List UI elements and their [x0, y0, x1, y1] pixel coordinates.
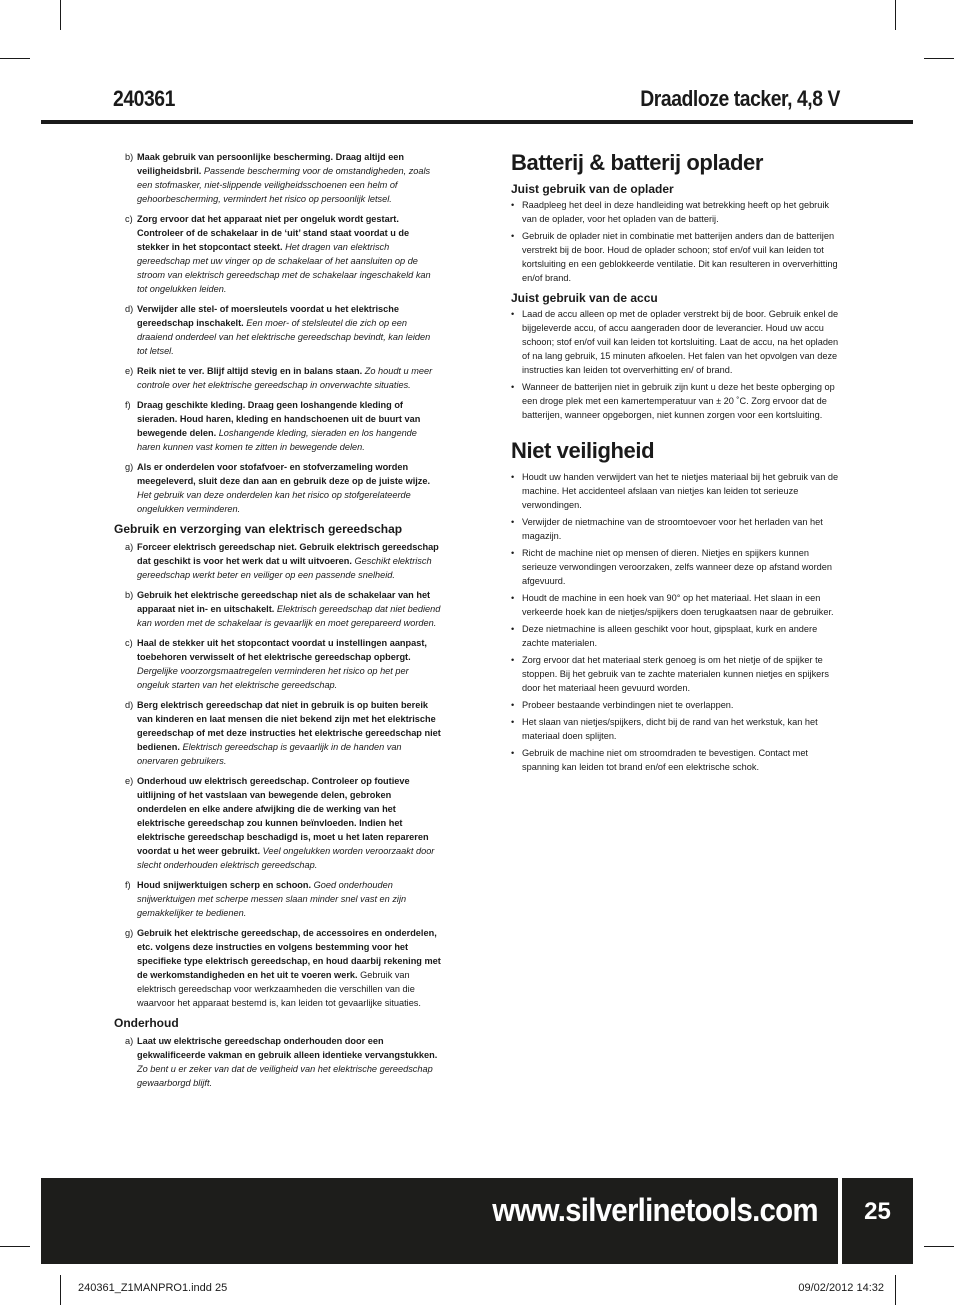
bullet-text: Deze nietmachine is alleen geschikt voor hout, gipsplaat, kurk en andere zachte materialen. [522, 624, 818, 648]
list-item [112, 212, 442, 296]
footer-bar [41, 1178, 838, 1264]
item-label: d) [125, 700, 134, 710]
crop-mark [60, 0, 61, 30]
list-item [112, 302, 442, 358]
item-bold-text: Zorg ervoor dat het apparaat niet per ongeluk wordt gestart. Controleer of de schakelaar in de ‘uit’ stand staat voordat u de stekker in het stopcontact steekt. [137, 214, 410, 252]
left-column [112, 150, 442, 1096]
item-italic-text: Passende bescherming voor de omstandigheden, zoals een stofmasker, niet-slippende veiligheidsschoenen een helm of gehoorbescherming, vermindert het risico op persoonlijk letsel. [137, 166, 431, 204]
bullet-icon: • [511, 309, 515, 319]
page-title: Draadloze tacker, 4,8 V [640, 86, 840, 111]
item-italic-text: Elektrisch gereedschap dat niet bediend kan worden met de schakelaar is gevaarlijk en moet gerepareerd worden. [137, 604, 441, 628]
crop-mark [924, 1246, 954, 1247]
website-link[interactable]: www.silverlinetools.com [492, 1192, 818, 1228]
item-bold-text: Reik niet te ver. Blijf altijd stevig en in balans staan. [137, 366, 363, 376]
item-text: Gebruik van elektrisch gereedschap voor werkzaamheden die verschillen van die waarvoor het apparaat bestemd is, kan leiden tot gevaarlijke situaties. [137, 970, 421, 1008]
bullet-item [511, 307, 843, 377]
item-italic-text: Goed onderhouden snijwerktuigen met scherpe messen slaan minder snel vast en zijn gemakkelijker te bedienen. [137, 880, 407, 918]
bullet-item [511, 698, 843, 712]
bullet-icon: • [511, 624, 515, 634]
item-italic-text: Loshangende kleding, sieraden en los hangende haren kunnen vast komen te zitten in bewegende delen. [137, 428, 417, 452]
bullet-item [511, 591, 843, 619]
crop-mark [924, 58, 954, 59]
section-title: Batterij & batterij oplader [511, 150, 764, 175]
item-italic-text: Een moer- of stelsleutel die zich op een draaiend onderdeel van het elektrische gereedschap bevindt, kan leiden tot letsel. [137, 318, 431, 356]
item-bold-text: Berg elektrisch gereedschap dat niet in gebruik is op buiten bereik van kinderen en laat mensen die niet bekend zijn met het elektrische gereedschap of met deze instructies het elektrische gereedschap niet bedienen. [137, 700, 441, 752]
bullet-text: Gebruik de machine niet om stroomdraden te bevestigen. Contact met spanning kan leiden tot brand en/of een elektrische schok. [522, 748, 808, 772]
bullet-item [511, 515, 843, 543]
item-label: a) [125, 542, 134, 552]
list-item [112, 588, 442, 630]
list-item [112, 540, 442, 582]
item-label: g) [125, 462, 134, 472]
list-item [112, 878, 442, 920]
page-number-box [842, 1178, 913, 1264]
item-italic-text: Zo bent u er zeker van dat de veiligheid van het elektrische gereedschap gewaarborgd blijft. [137, 1064, 433, 1088]
item-italic-text: Geschikt elektrisch gereedschap werkt beter en veiliger op een passende snelheid. [137, 556, 432, 580]
crop-mark [0, 58, 30, 59]
item-italic-text: Elektrisch gereedschap is gevaarlijk in de handen van onervaren gebruikers. [137, 742, 402, 766]
bullet-item [511, 198, 843, 226]
bullet-item [511, 229, 843, 285]
bullet-icon: • [511, 382, 515, 392]
item-bold-text: Haal de stekker uit het stopcontact voordat u instellingen aanpast, toebehoren verwisselt of het elektrische gereedschap opbergt. [137, 638, 427, 662]
bullet-text: Houdt de machine in een hoek van 90° op het materiaal. Het slaan in een verkeerde hoek kan de nietjes/spijkers doen terugkaatsen naar de gebruiker. [522, 593, 834, 617]
item-label: d) [125, 304, 134, 314]
section-heading: Gebruik en verzorging van elektrisch gereedschap [114, 522, 403, 536]
list-item [112, 1034, 442, 1090]
item-label: g) [125, 928, 134, 938]
bullet-text: Verwijder de nietmachine van de stroomtoevoer voor het herladen van het magazijn. [522, 517, 823, 541]
list-item [112, 774, 442, 872]
list-item [112, 926, 442, 1010]
item-label: c) [125, 214, 133, 224]
item-bold-text: Gebruik het elektrische gereedschap, de accessoires en onderdelen, etc. volgens deze instructies en volgens bestemming voor het specifieke type elektrisch gereedschap, en houd daarbij rekening met de werkomstandigheden en het uit te voeren werk. [137, 928, 441, 980]
item-italic-text: Dergelijke voorzorgsmaatregelen verminderen het risico op het per ongeluk starten van het elektrische gereedschap. [137, 666, 409, 690]
bullet-item [511, 622, 843, 650]
item-label: e) [125, 366, 134, 376]
item-label: c) [125, 638, 133, 648]
bullet-text: Houdt uw handen verwijdert van het te nietjes materiaal bij het gebruik van de machine. Het accidenteel afslaan van nietjes kan leiden tot serieuze verwondingen. [522, 472, 839, 510]
item-label: f) [125, 880, 131, 890]
item-italic-text: Veel ongelukken worden veroorzaakt door slecht onderhouden elektrisch gereedschap. [137, 846, 435, 870]
bullet-text: Richt de machine niet op mensen of dieren. Nietjes en spijkers kunnen serieuze verwondingen veroorzaken, zelfs wanneer deze op afstand worden afgevuurd. [522, 548, 833, 586]
list-item [112, 150, 442, 206]
date-slug: 09/02/2012 14:32 [798, 1282, 884, 1294]
bullet-icon: • [511, 200, 515, 210]
item-italic-text: Het gebruik van deze onderdelen kan het risico op stofgerelateerde ongelukken verminderen. [137, 490, 411, 514]
list-item [112, 364, 442, 392]
item-label: a) [125, 1036, 134, 1046]
bullet-text: Probeer bestaande verbindingen niet te overlappen. [522, 700, 734, 710]
item-italic-text: Het dragen van elektrisch gereedschap met uw vinger op de schakelaar of het aansluiten op de stroom van elektrisch gereedschap met de schakelaar ingeschakeld kan tot ongelukken leiden. [137, 242, 431, 294]
bullet-text: Zorg ervoor dat het materiaal sterk genoeg is om het nietje of de spijker te stoppen. Bij het gebruik van te zachte materialen kunnen nietjes en spijkers door het materiaal heen gevuurd worden. [522, 655, 829, 693]
item-label: b) [125, 590, 134, 600]
bullet-item [511, 546, 843, 588]
bullet-icon: • [511, 655, 515, 665]
list-item [112, 698, 442, 768]
header-rule [41, 120, 913, 124]
item-bold-text: Forceer elektrisch gereedschap niet. Gebruik elektrisch gereedschap dat geschikt is voor het werk dat u wilt uitvoeren. [137, 542, 439, 566]
bullet-item [511, 470, 843, 512]
item-bold-text: Gebruik het elektrische gereedschap niet als de schakelaar van het apparaat niet in- en uitschakelt. [137, 590, 431, 614]
bullet-icon: • [511, 231, 515, 241]
bullet-item [511, 653, 843, 695]
item-bold-text: Als er onderdelen voor stofafvoer- en stofverzameling worden meegeleverd, sluit deze dan aan en gebruik deze op de juiste wijze. [137, 462, 431, 486]
bullet-icon: • [511, 717, 515, 727]
item-label: f) [125, 400, 131, 410]
item-italic-text: Zo houdt u meer controle over het elektrische gereedschap in onverwachte situaties. [137, 366, 433, 390]
file-slug: 240361_Z1MANPRO1.indd 25 [78, 1282, 228, 1294]
bullet-item [511, 380, 843, 422]
bullet-text: Wanneer de batterijen niet in gebruik zijn kunt u deze het beste opberging op een droge plek met een kamertemperatuur van ± 20 ˚C. Zorg ervoor dat de batterijen, wanneer opgeborgen, niet kunnen zorgen voor een kortsluiting. [522, 382, 835, 420]
subsection-heading: Juist gebruik van de accu [511, 291, 658, 305]
bullet-icon: • [511, 472, 515, 482]
list-item [112, 460, 442, 516]
bullet-icon: • [511, 700, 515, 710]
crop-mark [895, 0, 896, 30]
crop-mark [895, 1275, 896, 1305]
bullet-item [511, 746, 843, 774]
bullet-text: Raadpleeg het deel in deze handleiding wat betrekking heeft op het gebruik van de oplader, voor het opladen van de batterij. [522, 200, 829, 224]
item-bold-text: Verwijder alle stel- of moersleutels voordat u het elektrische gereedschap inschakelt. [137, 304, 399, 328]
bullet-icon: • [511, 548, 515, 558]
item-label: b) [125, 152, 134, 162]
section-heading: Onderhoud [114, 1016, 179, 1030]
right-column [511, 150, 843, 777]
bullet-icon: • [511, 593, 515, 603]
section-title: Niet veiligheid [511, 438, 655, 463]
bullet-text: Gebruik de oplader niet in combinatie met batterijen anders dan de batterijen verstrekt bij de boor. Houd de oplader schoon; stof en/of vuil kan leiden tot kortsluiting en een geblokkeerde ventilatie. Dit kan resulteren in oververhitting en/of brand. [522, 231, 838, 283]
subsection-heading: Juist gebruik van de oplader [511, 182, 674, 196]
product-number: 240361 [113, 86, 175, 111]
item-bold-text: Laat uw elektrische gereedschap onderhouden door een gekwalificeerde vakman en gebruik alleen identieke vervangstukken. [137, 1036, 438, 1060]
item-bold-text: Maak gebruik van persoonlijke bescherming. Draag altijd een veiligheidsbril. [137, 152, 405, 176]
item-bold-text: Houd snijwerktuigen scherp en schoon. [137, 880, 312, 890]
bullet-icon: • [511, 517, 515, 527]
bullet-text: Het slaan van nietjes/spijkers, dicht bij de rand van het werkstuk, kan het materiaal doen splijten. [522, 717, 818, 741]
bullet-text: Laad de accu alleen op met de oplader verstrekt bij de boor. Gebruik enkel de bijgeleverde accu, of accu aangeraden door de leverancier. Houd uw accu schoon; stof en/of vuil kan leiden tot kortsluiting. Laat de accu, na het opladen of na lang gebruik, 15 minuten afkoelen. Het falen van het opvolgen van deze instructies kan leiden tot oververhitting en/ of brand. [522, 309, 839, 375]
item-label: e) [125, 776, 134, 786]
page-number: 25 [864, 1198, 891, 1225]
crop-mark [0, 1246, 30, 1247]
bullet-icon: • [511, 748, 515, 758]
crop-mark [60, 1275, 61, 1305]
item-bold-text: Draag geschikte kleding. Draag geen loshangende kleding of sieraden. Houd haren, kleding en handschoenen uit de buurt van bewegende delen. [137, 400, 421, 438]
item-bold-text: Onderhoud uw elektrisch gereedschap. Controleer op foutieve uitlijning of het vastslaan van bewegende delen, gebroken onderdelen en elke andere afwijking die de werking van het elektrische gereedschap zou kunnen beïnvloeden. Indien het elektrische gereedschap beschadigd is, moet u het laten repareren voordat u het weer gebruikt. [137, 776, 429, 856]
list-item [112, 398, 442, 454]
bullet-item [511, 715, 843, 743]
list-item [112, 636, 442, 692]
